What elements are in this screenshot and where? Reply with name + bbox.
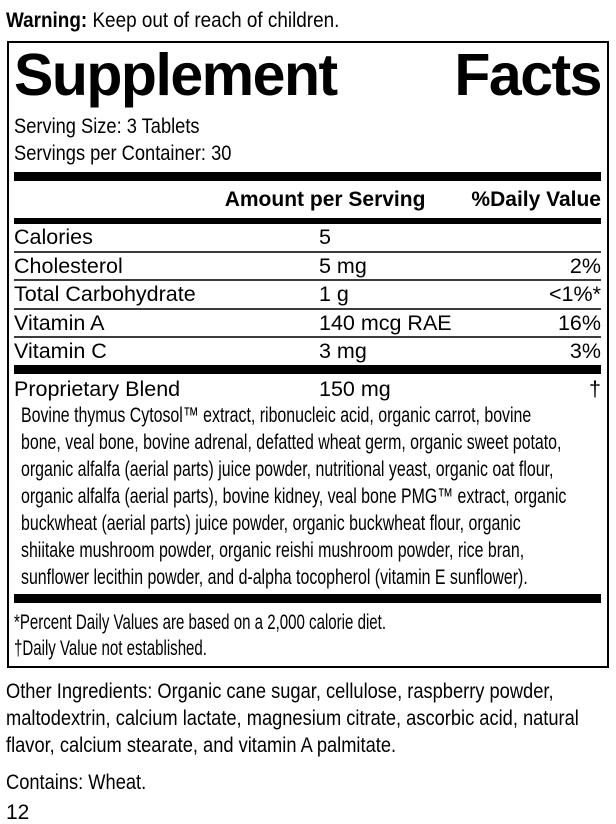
warning-label: Warning: [6, 9, 88, 32]
page-number: 12 [6, 800, 30, 824]
nutrient-daily-value: 2% [569, 253, 601, 278]
blend-description-line: buckwheat (aerial parts) juice powder, organic buckwheat flour, organic [21, 510, 521, 535]
nutrient-daily-value: 3% [569, 339, 601, 363]
nutrient-name: Vitamin A [14, 310, 105, 335]
blend-amount: 150 mg [319, 376, 391, 401]
divider-bar-footnotes [14, 594, 601, 603]
column-header-daily-value: %Daily Value [471, 188, 601, 211]
other-ingredients-line: maltodextrin, calcium lactate, magnesium citrate, ascorbic acid, natural [6, 705, 579, 730]
contains-statement: Contains: Wheat. [6, 769, 147, 794]
other-ingredients-line: flavor, calcium stearate, and vitamin A palmitate. [6, 732, 397, 757]
warning-line [6, 9, 555, 33]
nutrient-amount: 5 mg [319, 253, 367, 278]
blend-description-line: shiitake mushroom powder, organic reishi mushroom powder, rice bran, [21, 537, 525, 562]
table-header-row [14, 181, 601, 218]
nutrient-row-cholesterol [14, 253, 601, 282]
nutrient-name: Cholesterol [14, 253, 123, 278]
column-header-amount-per-serving: Amount per Serving [224, 188, 426, 211]
nutrient-amount: 140 mcg RAE [319, 310, 452, 335]
divider-bar-top [14, 172, 601, 181]
proprietary-blend-row [14, 374, 601, 402]
supplement-facts-panel [7, 41, 609, 668]
warning-text: Keep out of reach of children. [87, 9, 340, 32]
nutrient-name: Vitamin C [14, 339, 107, 363]
nutrient-amount: 5 [319, 225, 331, 249]
blend-description-line: sunflower lecithin powder, and d-alpha tocopherol (vitamin E sunflower). [21, 564, 528, 589]
nutrient-row-total-carbohydrate [14, 281, 601, 310]
divider-bar-blend [14, 365, 601, 374]
title-word-supplement: Supplement [14, 42, 337, 108]
serving-size: Serving Size: 3 Tablets [14, 114, 200, 138]
servings-per-container: Servings per Container: 30 [14, 141, 232, 165]
blend-name: Proprietary Blend [14, 376, 181, 401]
nutrient-daily-value: <1%* [549, 282, 601, 306]
blend-description-line: organic alfalfa (aerial parts), bovine kidney, veal bone PMG™ extract, organic [21, 483, 567, 508]
nutrient-row-vitamin-c [14, 338, 601, 365]
panel-title [14, 42, 601, 108]
footnote-daily-value-not-established: †Daily Value not established. [14, 635, 207, 660]
nutrient-name: Calories [14, 225, 93, 249]
footnote-percent-daily-value: *Percent Daily Values are based on a 2,000 calorie diet. [14, 609, 387, 634]
blend-description-line: Bovine thymus Cytosol™ extract, ribonucleic acid, organic carrot, bovine [21, 402, 532, 427]
blend-description-line: organic alfalfa (aerial parts) juice powder, nutritional yeast, organic oat flour, [21, 456, 554, 481]
nutrient-amount: 3 mg [319, 339, 367, 363]
nutrient-name: Total Carbohydrate [14, 282, 196, 306]
blend-daily-value-dagger: † [589, 376, 601, 401]
blend-description [14, 402, 601, 591]
nutrient-row-vitamin-a [14, 310, 601, 339]
blend-description-line: bone, veal bone, bovine adrenal, defatted wheat germ, organic sweet potato, [21, 429, 562, 454]
nutrient-daily-value: 16% [557, 310, 601, 335]
title-word-facts: Facts [454, 42, 601, 108]
other-ingredients [6, 678, 616, 759]
nutrient-row-calories [14, 224, 601, 253]
nutrient-amount: 1 g [319, 282, 349, 306]
supplement-label-page [0, 9, 616, 824]
other-ingredients-line: Other Ingredients: Organic cane sugar, cellulose, raspberry powder, [6, 678, 554, 703]
